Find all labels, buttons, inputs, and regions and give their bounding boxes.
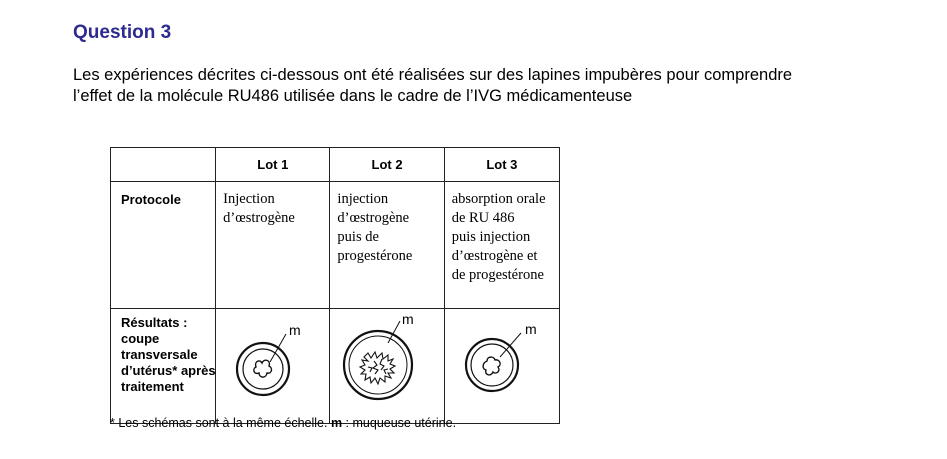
results-label-line: coupe	[121, 331, 160, 346]
result-lot-1	[216, 309, 330, 424]
results-label-line: Résultats :	[121, 315, 188, 330]
protocol-label: Protocole	[111, 182, 216, 309]
protocol-line: injection	[337, 191, 389, 207]
experiment-table	[110, 147, 560, 424]
header-lot-2: Lot 2	[330, 148, 444, 182]
header-row	[111, 148, 560, 182]
uterus-mucosa-outline	[349, 336, 407, 394]
result-lot-2	[330, 309, 444, 424]
protocol-line: puis de	[337, 229, 379, 245]
results-label	[111, 309, 216, 424]
footnote-m-label: m	[330, 416, 343, 430]
protocol-line: absorption orale	[451, 191, 546, 207]
protocol-line: d’œstrogène	[223, 210, 295, 226]
results-label-line: transversale	[121, 347, 198, 362]
protocol-row	[111, 182, 560, 309]
uterus-mucosa-outline	[243, 349, 283, 389]
mucosa-marker: m	[289, 322, 301, 338]
footnote	[110, 416, 456, 430]
uterus-mucosa-outline	[471, 344, 513, 386]
uterus-outer-wall	[237, 343, 289, 395]
results-label-line: d’utérus* après	[121, 363, 216, 378]
mucosa-marker: m	[402, 311, 415, 327]
mucosa-pointer-line	[270, 334, 286, 362]
mucosa-marker: m	[524, 321, 537, 337]
footnote-suffix: : muqueuse utérine.	[342, 416, 457, 430]
mucosa-pointer-line	[500, 333, 521, 357]
results-row	[111, 309, 560, 424]
footnote-prefix: * Les schémas sont à la même échelle.	[110, 416, 328, 430]
intro-line-1: Les expériences décrites ci-dessous ont été réalisées sur des lapines impubères pour comprendre	[73, 66, 793, 84]
header-lot-3: Lot 3	[444, 148, 559, 182]
question-title: Question 3	[73, 22, 172, 43]
protocol-line: puis injection	[451, 229, 531, 245]
protocol-line: progestérone	[337, 248, 413, 264]
protocol-lot-2	[330, 182, 444, 309]
result-lot-3	[444, 309, 559, 424]
protocol-line: de RU 486	[451, 210, 515, 226]
results-label-line: traitement	[121, 379, 184, 394]
uterus-outer-wall	[466, 339, 518, 391]
protocol-line: Injection	[223, 191, 275, 207]
protocol-lot-3	[444, 182, 559, 309]
corner-cell	[111, 148, 216, 182]
uterus-section-lot-3-diagram	[445, 309, 559, 417]
protocol-line: de progestérone	[451, 267, 544, 283]
intro-text	[73, 65, 933, 107]
uterus-lumen	[254, 360, 272, 377]
protocol-lot-1	[216, 182, 330, 309]
intro-line-2: l’effet de la molécule RU486 utilisée dans le cadre de l’IVG médicamenteuse	[73, 87, 633, 105]
uterus-lumen	[483, 357, 500, 375]
header-lot-1: Lot 1	[216, 148, 330, 182]
protocol-line: d’œstrogène et	[451, 248, 538, 264]
uterus-outer-wall	[344, 331, 412, 399]
protocol-line: d’œstrogène	[337, 210, 410, 226]
uterus-section-lot-2-diagram	[330, 309, 443, 417]
folded-mucosa-glands	[360, 352, 395, 384]
uterus-section-lot-1-diagram	[216, 309, 329, 417]
